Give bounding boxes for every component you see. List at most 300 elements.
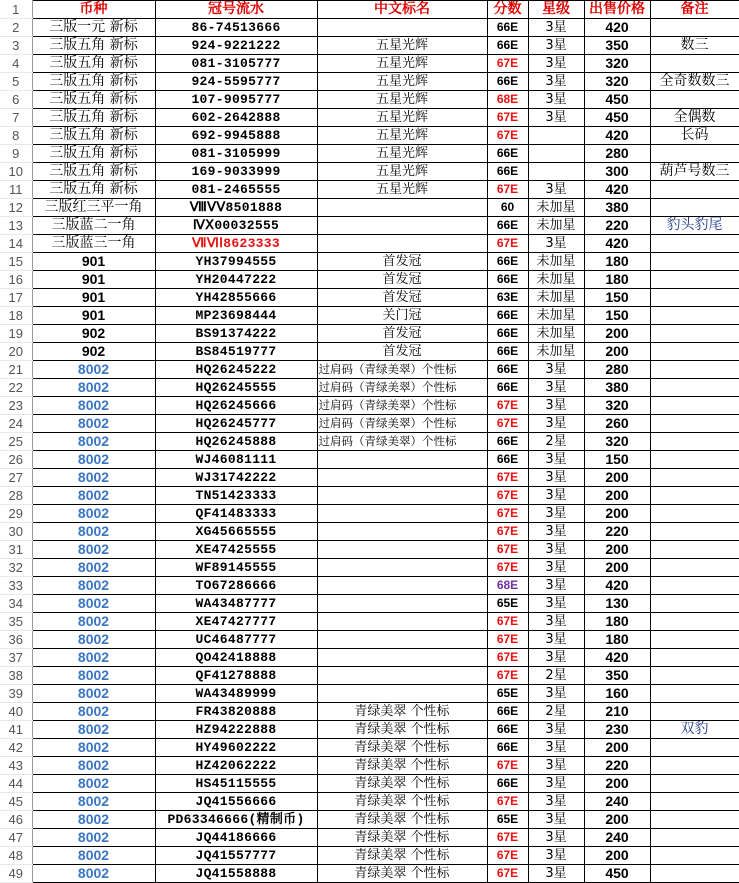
- cell-note[interactable]: [650, 145, 739, 163]
- cell-chinese-name[interactable]: [317, 19, 487, 37]
- cell-serial[interactable]: 692-9945888: [155, 127, 317, 145]
- cell-serial[interactable]: WF89145555: [155, 559, 317, 577]
- row-number[interactable]: 22: [0, 379, 32, 397]
- cell-coin[interactable]: 三版五角 新标: [32, 73, 155, 91]
- cell-price[interactable]: 320: [584, 55, 650, 73]
- cell-chinese-name[interactable]: 五星光辉: [317, 145, 487, 163]
- cell-score[interactable]: 67E: [487, 829, 528, 847]
- row-number[interactable]: 30: [0, 523, 32, 541]
- cell-serial[interactable]: 081-3105777: [155, 55, 317, 73]
- cell-note[interactable]: [650, 55, 739, 73]
- cell-price[interactable]: 350: [584, 667, 650, 685]
- cell-star[interactable]: 未加星: [528, 217, 584, 235]
- cell-score[interactable]: 67E: [487, 523, 528, 541]
- cell-price[interactable]: 200: [584, 343, 650, 361]
- cell-coin[interactable]: 三版五角 新标: [32, 181, 155, 199]
- cell-serial[interactable]: MP23698444: [155, 307, 317, 325]
- cell-star[interactable]: 未加星: [528, 343, 584, 361]
- cell-serial[interactable]: 081-3105999: [155, 145, 317, 163]
- row-number[interactable]: 15: [0, 253, 32, 271]
- cell-note[interactable]: [650, 451, 739, 469]
- row-number[interactable]: 45: [0, 793, 32, 811]
- row-number[interactable]: 47: [0, 829, 32, 847]
- cell-serial[interactable]: TN51423333: [155, 487, 317, 505]
- row-number[interactable]: 29: [0, 505, 32, 523]
- row-number[interactable]: 9: [0, 145, 32, 163]
- cell-star[interactable]: 未加星: [528, 199, 584, 217]
- cell-score[interactable]: 67E: [487, 109, 528, 127]
- row-number[interactable]: 21: [0, 361, 32, 379]
- cell-coin[interactable]: 8002: [32, 667, 155, 685]
- cell-score[interactable]: 67E: [487, 235, 528, 253]
- row-number[interactable]: 14: [0, 235, 32, 253]
- header-serial[interactable]: 冠号流水: [155, 1, 317, 19]
- cell-star[interactable]: 未加星: [528, 307, 584, 325]
- cell-serial[interactable]: QF41278888: [155, 667, 317, 685]
- cell-score[interactable]: 66E: [487, 145, 528, 163]
- cell-serial[interactable]: PD63346666(精制币): [155, 811, 317, 829]
- cell-star[interactable]: 3星: [528, 775, 584, 793]
- cell-price[interactable]: 150: [584, 451, 650, 469]
- cell-note[interactable]: [650, 595, 739, 613]
- cell-note[interactable]: [650, 253, 739, 271]
- row-number[interactable]: 33: [0, 577, 32, 595]
- cell-star[interactable]: 3星: [528, 577, 584, 595]
- row-number[interactable]: 46: [0, 811, 32, 829]
- cell-score[interactable]: 67E: [487, 559, 528, 577]
- cell-price[interactable]: 240: [584, 829, 650, 847]
- cell-chinese-name[interactable]: 过肩码（青绿美翠）个性标: [317, 379, 487, 397]
- cell-score[interactable]: 67E: [487, 793, 528, 811]
- cell-chinese-name[interactable]: 青绿美翠 个性标: [317, 829, 487, 847]
- cell-note[interactable]: 全偶数: [650, 109, 739, 127]
- cell-score[interactable]: 67E: [487, 469, 528, 487]
- cell-coin[interactable]: 8002: [32, 577, 155, 595]
- header-coin[interactable]: 币种: [32, 1, 155, 19]
- row-number[interactable]: 44: [0, 775, 32, 793]
- cell-star[interactable]: 3星: [528, 721, 584, 739]
- cell-score[interactable]: 65E: [487, 685, 528, 703]
- row-number[interactable]: 3: [0, 37, 32, 55]
- cell-chinese-name[interactable]: 青绿美翠 个性标: [317, 775, 487, 793]
- cell-coin[interactable]: 8002: [32, 541, 155, 559]
- cell-coin[interactable]: 8002: [32, 811, 155, 829]
- cell-note[interactable]: [650, 19, 739, 37]
- cell-chinese-name[interactable]: 首发冠: [317, 289, 487, 307]
- cell-coin[interactable]: 三版蓝二一角: [32, 217, 155, 235]
- cell-note[interactable]: [650, 523, 739, 541]
- cell-price[interactable]: 180: [584, 271, 650, 289]
- cell-note[interactable]: [650, 199, 739, 217]
- cell-chinese-name[interactable]: [317, 217, 487, 235]
- cell-note[interactable]: [650, 649, 739, 667]
- cell-coin[interactable]: 三版五角 新标: [32, 145, 155, 163]
- cell-score[interactable]: 66E: [487, 739, 528, 757]
- cell-serial[interactable]: 86-74513666: [155, 19, 317, 37]
- cell-price[interactable]: 180: [584, 253, 650, 271]
- cell-star[interactable]: 未加星: [528, 325, 584, 343]
- row-number[interactable]: 40: [0, 703, 32, 721]
- cell-chinese-name[interactable]: [317, 667, 487, 685]
- cell-chinese-name[interactable]: [317, 541, 487, 559]
- cell-score[interactable]: 67E: [487, 865, 528, 883]
- cell-score[interactable]: 67E: [487, 541, 528, 559]
- row-number[interactable]: 18: [0, 307, 32, 325]
- cell-score[interactable]: 67E: [487, 667, 528, 685]
- cell-note[interactable]: [650, 613, 739, 631]
- cell-coin[interactable]: 三版五角 新标: [32, 127, 155, 145]
- cell-coin[interactable]: 三版红三平一角: [32, 199, 155, 217]
- cell-coin[interactable]: 8002: [32, 829, 155, 847]
- row-number[interactable]: 39: [0, 685, 32, 703]
- cell-serial[interactable]: BS91374222: [155, 325, 317, 343]
- cell-serial[interactable]: WA43489999: [155, 685, 317, 703]
- cell-serial[interactable]: YH42855666: [155, 289, 317, 307]
- cell-price[interactable]: 200: [584, 811, 650, 829]
- row-number[interactable]: 16: [0, 271, 32, 289]
- cell-serial[interactable]: HQ26245555: [155, 379, 317, 397]
- cell-star[interactable]: 未加星: [528, 289, 584, 307]
- cell-coin[interactable]: 8002: [32, 433, 155, 451]
- row-number[interactable]: 7: [0, 109, 32, 127]
- cell-star[interactable]: 3星: [528, 379, 584, 397]
- cell-serial[interactable]: QF41483333: [155, 505, 317, 523]
- cell-chinese-name[interactable]: 青绿美翠 个性标: [317, 811, 487, 829]
- cell-coin[interactable]: 8002: [32, 865, 155, 883]
- cell-price[interactable]: 240: [584, 793, 650, 811]
- cell-star[interactable]: 3星: [528, 415, 584, 433]
- row-number[interactable]: 48: [0, 847, 32, 865]
- cell-price[interactable]: 200: [584, 541, 650, 559]
- cell-score[interactable]: 67E: [487, 415, 528, 433]
- cell-star[interactable]: 3星: [528, 397, 584, 415]
- cell-note[interactable]: [650, 325, 739, 343]
- cell-serial[interactable]: XG45665555: [155, 523, 317, 541]
- cell-star[interactable]: 3星: [528, 91, 584, 109]
- cell-note[interactable]: 葫芦号数三: [650, 163, 739, 181]
- cell-serial[interactable]: ⅦⅥⅠ8623333: [155, 235, 317, 253]
- row-number[interactable]: 34: [0, 595, 32, 613]
- cell-serial[interactable]: JQ44186666: [155, 829, 317, 847]
- row-number[interactable]: 24: [0, 415, 32, 433]
- cell-score[interactable]: 67E: [487, 397, 528, 415]
- cell-chinese-name[interactable]: 过肩码（青绿美翠）个性标: [317, 433, 487, 451]
- cell-serial[interactable]: YH37994555: [155, 253, 317, 271]
- cell-star[interactable]: 3星: [528, 631, 584, 649]
- cell-chinese-name[interactable]: 青绿美翠 个性标: [317, 847, 487, 865]
- cell-price[interactable]: 380: [584, 199, 650, 217]
- cell-star[interactable]: 3星: [528, 505, 584, 523]
- cell-serial[interactable]: HQ26245222: [155, 361, 317, 379]
- cell-score[interactable]: 67E: [487, 613, 528, 631]
- cell-score[interactable]: 67E: [487, 127, 528, 145]
- row-number[interactable]: 36: [0, 631, 32, 649]
- cell-note[interactable]: [650, 343, 739, 361]
- cell-star[interactable]: 3星: [528, 685, 584, 703]
- cell-chinese-name[interactable]: 青绿美翠 个性标: [317, 703, 487, 721]
- cell-chinese-name[interactable]: [317, 631, 487, 649]
- cell-note[interactable]: [650, 181, 739, 199]
- cell-score[interactable]: 66E: [487, 325, 528, 343]
- cell-note[interactable]: [650, 541, 739, 559]
- cell-score[interactable]: 68E: [487, 577, 528, 595]
- cell-coin[interactable]: 8002: [32, 469, 155, 487]
- row-number[interactable]: 12: [0, 199, 32, 217]
- cell-note[interactable]: 豹头豹尾: [650, 217, 739, 235]
- cell-coin[interactable]: 8002: [32, 649, 155, 667]
- cell-price[interactable]: 380: [584, 379, 650, 397]
- cell-note[interactable]: [650, 505, 739, 523]
- cell-chinese-name[interactable]: 五星光辉: [317, 73, 487, 91]
- cell-chinese-name[interactable]: 青绿美翠 个性标: [317, 739, 487, 757]
- row-number[interactable]: 20: [0, 343, 32, 361]
- cell-coin[interactable]: 8002: [32, 685, 155, 703]
- row-number[interactable]: 6: [0, 91, 32, 109]
- cell-chinese-name[interactable]: 首发冠: [317, 253, 487, 271]
- row-number[interactable]: 10: [0, 163, 32, 181]
- cell-coin[interactable]: 8002: [32, 721, 155, 739]
- cell-price[interactable]: 180: [584, 631, 650, 649]
- cell-score[interactable]: 66E: [487, 253, 528, 271]
- cell-coin[interactable]: 8002: [32, 361, 155, 379]
- row-number[interactable]: 5: [0, 73, 32, 91]
- cell-note[interactable]: [650, 757, 739, 775]
- cell-chinese-name[interactable]: 首发冠: [317, 271, 487, 289]
- cell-price[interactable]: 220: [584, 757, 650, 775]
- cell-score[interactable]: 66E: [487, 307, 528, 325]
- cell-note[interactable]: [650, 685, 739, 703]
- row-number[interactable]: 35: [0, 613, 32, 631]
- cell-score[interactable]: 66E: [487, 703, 528, 721]
- cell-coin[interactable]: 8002: [32, 757, 155, 775]
- cell-price[interactable]: 280: [584, 145, 650, 163]
- cell-star[interactable]: [528, 127, 584, 145]
- cell-score[interactable]: 67E: [487, 631, 528, 649]
- cell-chinese-name[interactable]: [317, 235, 487, 253]
- cell-note[interactable]: [650, 811, 739, 829]
- cell-star[interactable]: [528, 145, 584, 163]
- cell-serial[interactable]: UC46487777: [155, 631, 317, 649]
- cell-serial[interactable]: JQ41556666: [155, 793, 317, 811]
- cell-note[interactable]: [650, 667, 739, 685]
- row-number[interactable]: 28: [0, 487, 32, 505]
- cell-chinese-name[interactable]: 五星光辉: [317, 55, 487, 73]
- cell-star[interactable]: 2星: [528, 667, 584, 685]
- cell-price[interactable]: 150: [584, 307, 650, 325]
- cell-chinese-name[interactable]: [317, 577, 487, 595]
- row-number[interactable]: 4: [0, 55, 32, 73]
- cell-chinese-name[interactable]: 青绿美翠 个性标: [317, 865, 487, 883]
- cell-note[interactable]: [650, 235, 739, 253]
- cell-coin[interactable]: 三版一元 新标: [32, 19, 155, 37]
- cell-coin[interactable]: 901: [32, 253, 155, 271]
- cell-serial[interactable]: JQ41558888: [155, 865, 317, 883]
- cell-score[interactable]: 63E: [487, 289, 528, 307]
- cell-chinese-name[interactable]: 关门冠: [317, 307, 487, 325]
- cell-serial[interactable]: 924-5595777: [155, 73, 317, 91]
- cell-price[interactable]: 160: [584, 685, 650, 703]
- cell-coin[interactable]: 8002: [32, 559, 155, 577]
- cell-score[interactable]: 65E: [487, 811, 528, 829]
- cell-serial[interactable]: TO67286666: [155, 577, 317, 595]
- cell-note[interactable]: [650, 307, 739, 325]
- cell-note[interactable]: [650, 361, 739, 379]
- cell-coin[interactable]: 901: [32, 289, 155, 307]
- cell-note[interactable]: [650, 829, 739, 847]
- cell-price[interactable]: 200: [584, 325, 650, 343]
- row-number[interactable]: 1: [0, 1, 32, 19]
- cell-score[interactable]: 66E: [487, 343, 528, 361]
- cell-star[interactable]: [528, 163, 584, 181]
- cell-serial[interactable]: BS84519777: [155, 343, 317, 361]
- cell-score[interactable]: 66E: [487, 361, 528, 379]
- cell-coin[interactable]: 8002: [32, 847, 155, 865]
- cell-serial[interactable]: HZ42062222: [155, 757, 317, 775]
- cell-serial[interactable]: HQ26245666: [155, 397, 317, 415]
- cell-serial[interactable]: HS45115555: [155, 775, 317, 793]
- cell-price[interactable]: 180: [584, 613, 650, 631]
- cell-note[interactable]: [650, 577, 739, 595]
- cell-note[interactable]: [650, 397, 739, 415]
- cell-serial[interactable]: 924-9221222: [155, 37, 317, 55]
- cell-serial[interactable]: JQ41557777: [155, 847, 317, 865]
- cell-serial[interactable]: WA43487777: [155, 595, 317, 613]
- cell-star[interactable]: 3星: [528, 865, 584, 883]
- cell-chinese-name[interactable]: [317, 685, 487, 703]
- cell-price[interactable]: 130: [584, 595, 650, 613]
- cell-coin[interactable]: 三版蓝三一角: [32, 235, 155, 253]
- cell-note[interactable]: [650, 703, 739, 721]
- cell-price[interactable]: 220: [584, 217, 650, 235]
- cell-serial[interactable]: WJ31742222: [155, 469, 317, 487]
- cell-coin[interactable]: 902: [32, 343, 155, 361]
- cell-chinese-name[interactable]: [317, 451, 487, 469]
- row-number[interactable]: 32: [0, 559, 32, 577]
- cell-chinese-name[interactable]: 五星光辉: [317, 163, 487, 181]
- cell-price[interactable]: 150: [584, 289, 650, 307]
- cell-score[interactable]: 65E: [487, 595, 528, 613]
- cell-price[interactable]: 420: [584, 127, 650, 145]
- cell-serial[interactable]: XE47425555: [155, 541, 317, 559]
- cell-note[interactable]: [650, 559, 739, 577]
- cell-chinese-name[interactable]: [317, 505, 487, 523]
- cell-star[interactable]: 2星: [528, 703, 584, 721]
- cell-coin[interactable]: 8002: [32, 451, 155, 469]
- cell-star[interactable]: 3星: [528, 649, 584, 667]
- cell-star[interactable]: 3星: [528, 829, 584, 847]
- cell-chinese-name[interactable]: 五星光辉: [317, 37, 487, 55]
- cell-note[interactable]: [650, 271, 739, 289]
- cell-star[interactable]: 3星: [528, 487, 584, 505]
- cell-chinese-name[interactable]: 青绿美翠 个性标: [317, 757, 487, 775]
- cell-coin[interactable]: 8002: [32, 487, 155, 505]
- row-number[interactable]: 19: [0, 325, 32, 343]
- cell-score[interactable]: 67E: [487, 487, 528, 505]
- cell-star[interactable]: 3星: [528, 523, 584, 541]
- cell-score[interactable]: 67E: [487, 181, 528, 199]
- cell-serial[interactable]: ⅧⅤⅤ8501888: [155, 199, 317, 217]
- cell-chinese-name[interactable]: 五星光辉: [317, 109, 487, 127]
- cell-star[interactable]: 3星: [528, 595, 584, 613]
- cell-note[interactable]: [650, 487, 739, 505]
- cell-score[interactable]: 66E: [487, 433, 528, 451]
- cell-score[interactable]: 66E: [487, 721, 528, 739]
- cell-price[interactable]: 200: [584, 505, 650, 523]
- cell-price[interactable]: 320: [584, 397, 650, 415]
- cell-price[interactable]: 420: [584, 181, 650, 199]
- cell-note[interactable]: 长码: [650, 127, 739, 145]
- cell-price[interactable]: 420: [584, 577, 650, 595]
- cell-star[interactable]: 3星: [528, 73, 584, 91]
- cell-star[interactable]: 3星: [528, 739, 584, 757]
- row-number[interactable]: 31: [0, 541, 32, 559]
- cell-star[interactable]: 3星: [528, 235, 584, 253]
- cell-coin[interactable]: 901: [32, 271, 155, 289]
- cell-coin[interactable]: 三版五角 新标: [32, 109, 155, 127]
- cell-star[interactable]: 3星: [528, 757, 584, 775]
- cell-note[interactable]: 双豹: [650, 721, 739, 739]
- row-number[interactable]: 17: [0, 289, 32, 307]
- cell-note[interactable]: [650, 631, 739, 649]
- row-number[interactable]: 25: [0, 433, 32, 451]
- cell-chinese-name[interactable]: [317, 469, 487, 487]
- row-number[interactable]: 8: [0, 127, 32, 145]
- cell-score[interactable]: 67E: [487, 55, 528, 73]
- cell-star[interactable]: 3星: [528, 613, 584, 631]
- cell-price[interactable]: 200: [584, 559, 650, 577]
- cell-note[interactable]: [650, 775, 739, 793]
- cell-coin[interactable]: 902: [32, 325, 155, 343]
- cell-serial[interactable]: HQ26245888: [155, 433, 317, 451]
- cell-star[interactable]: 未加星: [528, 271, 584, 289]
- cell-price[interactable]: 230: [584, 721, 650, 739]
- cell-score[interactable]: 66E: [487, 37, 528, 55]
- cell-chinese-name[interactable]: [317, 595, 487, 613]
- cell-score[interactable]: 67E: [487, 847, 528, 865]
- cell-star[interactable]: 3星: [528, 361, 584, 379]
- cell-price[interactable]: 280: [584, 361, 650, 379]
- cell-score[interactable]: 66E: [487, 271, 528, 289]
- cell-chinese-name[interactable]: 首发冠: [317, 343, 487, 361]
- cell-note[interactable]: [650, 469, 739, 487]
- row-number[interactable]: 27: [0, 469, 32, 487]
- cell-serial[interactable]: 081-2465555: [155, 181, 317, 199]
- cell-score[interactable]: 60: [487, 199, 528, 217]
- cell-chinese-name[interactable]: 首发冠: [317, 325, 487, 343]
- cell-price[interactable]: 220: [584, 523, 650, 541]
- cell-price[interactable]: 200: [584, 487, 650, 505]
- cell-star[interactable]: 3星: [528, 19, 584, 37]
- cell-note[interactable]: [650, 793, 739, 811]
- cell-note[interactable]: [650, 739, 739, 757]
- cell-note[interactable]: 全奇数数三: [650, 73, 739, 91]
- row-number[interactable]: 38: [0, 667, 32, 685]
- cell-serial[interactable]: HZ94222888: [155, 721, 317, 739]
- cell-price[interactable]: 450: [584, 865, 650, 883]
- row-number[interactable]: 42: [0, 739, 32, 757]
- cell-star[interactable]: 3星: [528, 451, 584, 469]
- cell-chinese-name[interactable]: [317, 613, 487, 631]
- cell-price[interactable]: 350: [584, 37, 650, 55]
- cell-star[interactable]: 未加星: [528, 253, 584, 271]
- cell-score[interactable]: 66E: [487, 163, 528, 181]
- cell-coin[interactable]: 三版五角 新标: [32, 163, 155, 181]
- cell-score[interactable]: 67E: [487, 649, 528, 667]
- cell-serial[interactable]: FR43820888: [155, 703, 317, 721]
- cell-serial[interactable]: 107-9095777: [155, 91, 317, 109]
- cell-price[interactable]: 450: [584, 91, 650, 109]
- cell-serial[interactable]: ⅣⅩ00032555: [155, 217, 317, 235]
